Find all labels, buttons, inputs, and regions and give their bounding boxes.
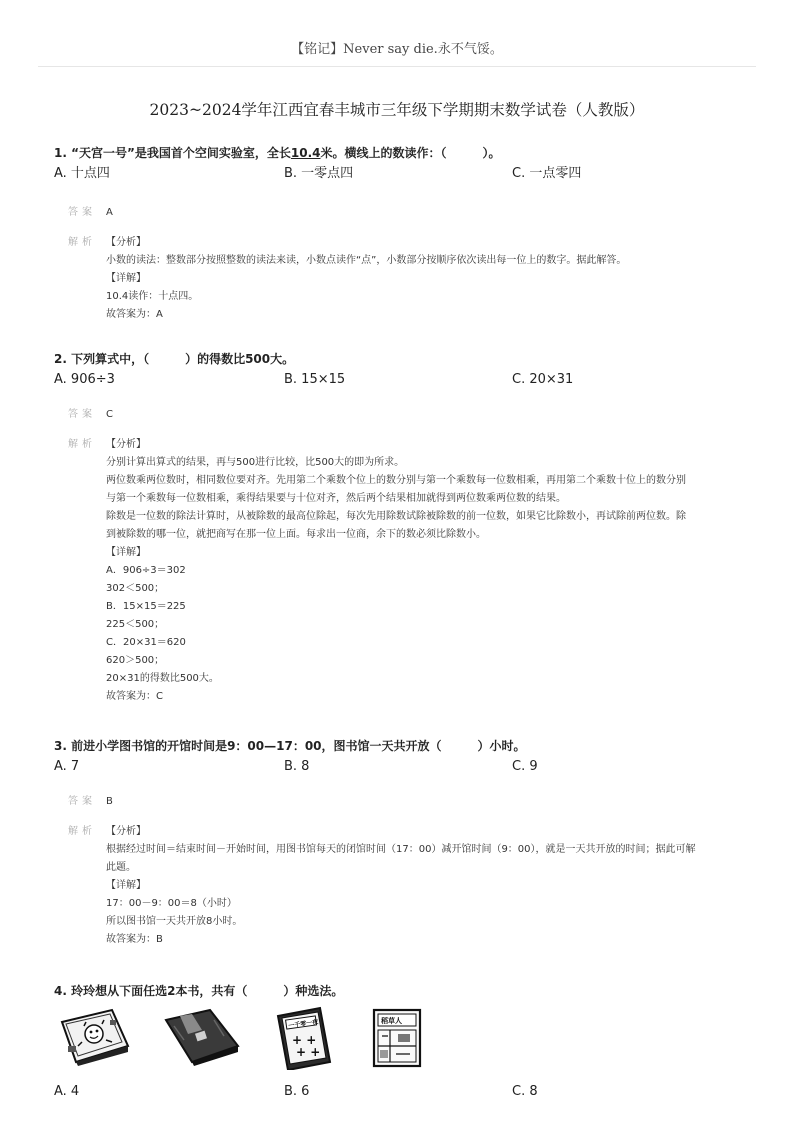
plus-marks: + + <box>292 1033 317 1047</box>
explanation-line: 与第一个乘数每一位数相乘，乘得结果要与十位对齐，然后两个结果相加就得到两位数乘两位数的结果。 <box>106 493 566 504</box>
explanation-line: C．20×31＝620 <box>106 637 186 648</box>
explanation-line: 分别计算出算式的结果，再与500进行比较，比500大的即为所求。 <box>106 457 405 468</box>
option-c[interactable]: C. 8 <box>512 1084 538 1099</box>
explanation-line: 225＜500； <box>106 619 165 630</box>
option-c[interactable]: C. 一点零四 <box>512 166 582 181</box>
question-stem: 4. 玲玲想从下面任选2本书，共有（ ）种选法。 <box>54 984 344 998</box>
explanation-line: 【详解】 <box>106 273 146 284</box>
answer-row <box>68 406 754 424</box>
explanation-line: 到被除数的哪一位，就把商写在那一位上面。每求出一位商，余下的数必须比除数小。 <box>106 529 486 540</box>
question-stem: 2. 下列算式中，（ ）的得数比500大。 <box>54 352 295 366</box>
option-c[interactable]: C. 9 <box>512 759 538 774</box>
option-b[interactable]: B. 8 <box>284 759 310 774</box>
stem-text-end: 米。横线上的数读作：（ ）。 <box>320 146 501 160</box>
option-b[interactable]: B. 一零点四 <box>284 166 354 181</box>
question-stem <box>54 144 754 162</box>
stem-text: 1. “天宫一号”是我国首个空间实验室，全长 <box>54 146 291 160</box>
explanation-line: 620＞500； <box>106 655 165 666</box>
explanation-lines <box>106 436 736 706</box>
book-4-illustration <box>370 1006 426 1068</box>
options <box>54 164 754 186</box>
explanation-line: 所以图书馆一天共开放8小时。 <box>106 916 243 927</box>
plus-marks: + + <box>296 1045 321 1059</box>
options <box>54 1082 754 1104</box>
explanation-lines <box>106 234 736 324</box>
explanation-line: 17：00－9：00＝8（小时） <box>106 898 237 909</box>
explanation-line: 故答案为：A <box>106 309 163 320</box>
explanation-line: 此题。 <box>106 862 136 873</box>
explanation-line: A．906÷3＝302 <box>106 565 186 576</box>
explanation-line: 【分析】 <box>106 826 146 837</box>
explanation-line: 【详解】 <box>106 547 146 558</box>
options <box>54 757 754 779</box>
explanation-line: 302＜500； <box>106 583 165 594</box>
question-3 <box>54 737 754 949</box>
book-1-illustration <box>56 1006 132 1066</box>
option-b[interactable]: B. 15×15 <box>284 372 346 387</box>
answer-label: 答案 <box>68 409 96 420</box>
question-stem: 3. 前进小学图书馆的开馆时间是9：00—17：00，图书馆一天共开放（ ）小时。 <box>54 739 526 753</box>
explanation-line: 10.4读作：十点四。 <box>106 291 199 302</box>
explanation-line: 【分析】 <box>106 237 146 248</box>
stem-underlined-number: 10.4 <box>290 146 321 160</box>
explanation-line: 故答案为：C <box>106 691 163 702</box>
book-3-cover-title: 一千零一夜 <box>287 1018 319 1030</box>
explanation-label: 解析 <box>68 826 96 837</box>
explanation-line: 根据经过时间＝结束时间－开始时间，用图书馆每天的闭馆时间（17：00）减开馆时间（9：00），就是一天共开放的时间；据此可解 <box>106 844 696 855</box>
explanation-line: 小数的读法：整数部分按照整数的读法来读，小数点读作“点”，小数部分按顺序依次读出每一位上的数字。据此解答。 <box>106 255 627 266</box>
document-title: 2023~2024学年江西宜春丰城市三年级下学期期末数学试卷（人教版） <box>149 101 645 119</box>
answer-label: 答案 <box>68 796 96 807</box>
explanation-line: B．15×15＝225 <box>106 601 186 612</box>
option-a[interactable]: A. 7 <box>54 759 80 774</box>
option-b[interactable]: B. 6 <box>284 1084 310 1099</box>
answer-row <box>68 793 754 811</box>
explanation-line: 【分析】 <box>106 439 146 450</box>
answer-value: B <box>106 796 113 807</box>
options <box>54 370 754 392</box>
explanation-lines <box>106 823 736 949</box>
explanation-label: 解析 <box>68 237 96 248</box>
explanation-line: 两位数乘两位数时，相同数位要对齐。先用第二个乘数个位上的数分别与第一个乘数每一位数相乘，再用第二个乘数十位上的数分别 <box>106 475 686 486</box>
question-1 <box>54 144 754 324</box>
option-a[interactable]: A. 4 <box>54 1084 80 1099</box>
explanation-row <box>68 436 754 706</box>
question-4 <box>54 982 754 1104</box>
option-a[interactable]: A. 906÷3 <box>54 372 115 387</box>
explanation-line: 20×31的得数比500大。 <box>106 673 219 684</box>
header-divider <box>38 66 756 67</box>
explanation-line: 【详解】 <box>106 880 146 891</box>
answer-row <box>68 204 754 222</box>
explanation-label: 解析 <box>68 439 96 450</box>
option-a[interactable]: A. 十点四 <box>54 166 110 181</box>
explanation-line: 除数是一位数的除法计算时，从被除数的最高位除起，每次先用除数试除被除数的前一位数，如果它比除数小，再试除前两位数。除 <box>106 511 686 522</box>
answer-value: A <box>106 207 113 218</box>
book-4-cover-title: 稻草人 <box>381 1017 402 1025</box>
book-2-illustration <box>162 1006 242 1066</box>
explanation-line: 故答案为：B <box>106 934 163 945</box>
explanation-row <box>68 234 754 324</box>
answer-value: C <box>106 409 113 420</box>
book-3-illustration <box>276 1006 332 1070</box>
explanation-row <box>68 823 754 949</box>
option-c[interactable]: C. 20×31 <box>512 372 574 387</box>
book-pictures <box>54 1006 754 1068</box>
answer-label: 答案 <box>68 207 96 218</box>
header-motto: 【铭记】Never say die.永不气馁。 <box>291 42 503 57</box>
question-2 <box>54 350 754 706</box>
